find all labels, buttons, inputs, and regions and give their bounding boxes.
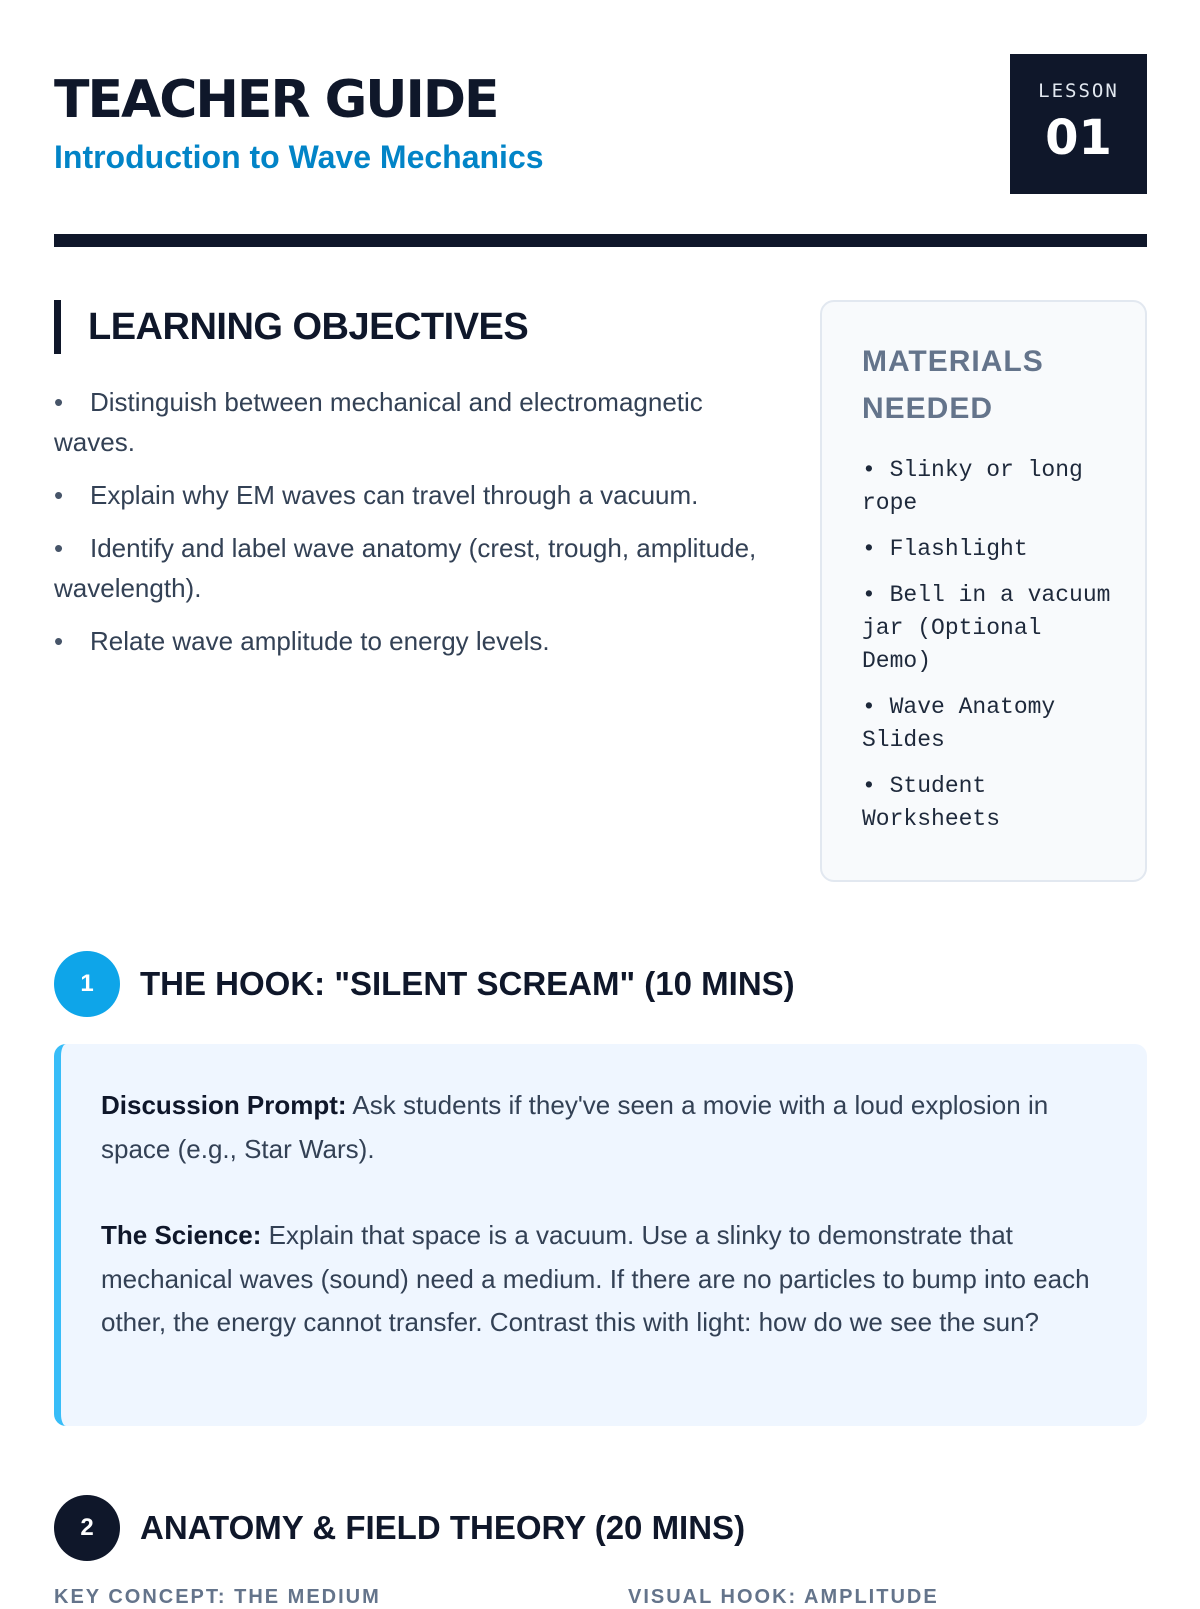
objective-text: Relate wave amplitude to energy levels. <box>90 626 550 656</box>
learning-objectives-section <box>54 300 774 674</box>
visual-hook-label: VISUAL HOOK: AMPLITUDE <box>628 1586 939 1608</box>
objectives-list <box>54 382 774 661</box>
hook-callout-box <box>54 1044 1147 1426</box>
discussion-prompt-label: Discussion Prompt: <box>101 1090 347 1120</box>
step-number-badge: 2 <box>54 1495 120 1561</box>
science-label: The Science: <box>101 1220 262 1250</box>
header-divider <box>54 234 1147 247</box>
material-item: • Student Worksheets <box>862 773 1001 832</box>
discussion-prompt <box>101 1084 1101 1171</box>
material-item: • Wave Anatomy Slides <box>862 694 1056 753</box>
objective-text: Distinguish between mechanical and electromagnetic waves. <box>54 387 703 457</box>
objective-text: Explain why EM waves can travel through a vacuum. <box>90 480 699 510</box>
lesson-badge <box>1010 54 1147 194</box>
section-anatomy-heading <box>54 1495 1147 1561</box>
materials-heading: MATERIALS NEEDED <box>862 345 1044 425</box>
materials-card <box>820 300 1147 882</box>
lesson-number: 01 <box>1045 110 1112 166</box>
material-item: • Bell in a vacuum jar (Optional Demo) <box>862 582 1111 674</box>
bullet-dot: • <box>54 533 64 563</box>
page-header <box>54 54 1147 194</box>
objective-text: Identify and label wave anatomy (crest, trough, amplitude, wavelength). <box>54 533 757 603</box>
objective-item <box>54 528 774 608</box>
lesson-label: LESSON <box>1038 80 1119 102</box>
learning-objectives-heading <box>54 300 774 354</box>
step-number-badge: 1 <box>54 951 120 1017</box>
page-title: TEACHER GUIDE <box>54 70 498 130</box>
bullet-dot: • <box>54 626 64 656</box>
materials-list <box>862 454 1115 836</box>
material-item: • Flashlight <box>862 536 1028 562</box>
heading-accent-bar <box>54 300 61 354</box>
bullet-dot: • <box>54 480 64 510</box>
section-title: THE HOOK: "SILENT SCREAM" (10 MINS) <box>140 965 795 1002</box>
science-text: Explain that space is a vacuum. Use a slinky to demonstrate that mechanical waves (sound) need a medium. If there are no particles to bump into each other, the energy cannot transfer. Contrast this with light: how do we see the sun? <box>101 1220 1090 1337</box>
section-title: ANATOMY & FIELD THEORY (20 MINS) <box>140 1509 746 1546</box>
science-explanation <box>101 1214 1101 1345</box>
discussion-prompt-text: Ask students if they've seen a movie with a loud explosion in space (e.g., Star Wars). <box>101 1090 1049 1164</box>
objective-item <box>54 475 774 515</box>
section-hook-heading <box>54 951 1147 1017</box>
material-item: • Slinky or long rope <box>862 457 1083 516</box>
learning-objectives-heading-text: LEARNING OBJECTIVES <box>88 306 529 348</box>
page-subtitle: Introduction to Wave Mechanics <box>54 139 544 175</box>
objective-item <box>54 621 774 661</box>
bullet-dot: • <box>54 387 64 417</box>
objective-item <box>54 382 774 462</box>
key-concept-label: KEY CONCEPT: THE MEDIUM <box>54 1586 381 1608</box>
